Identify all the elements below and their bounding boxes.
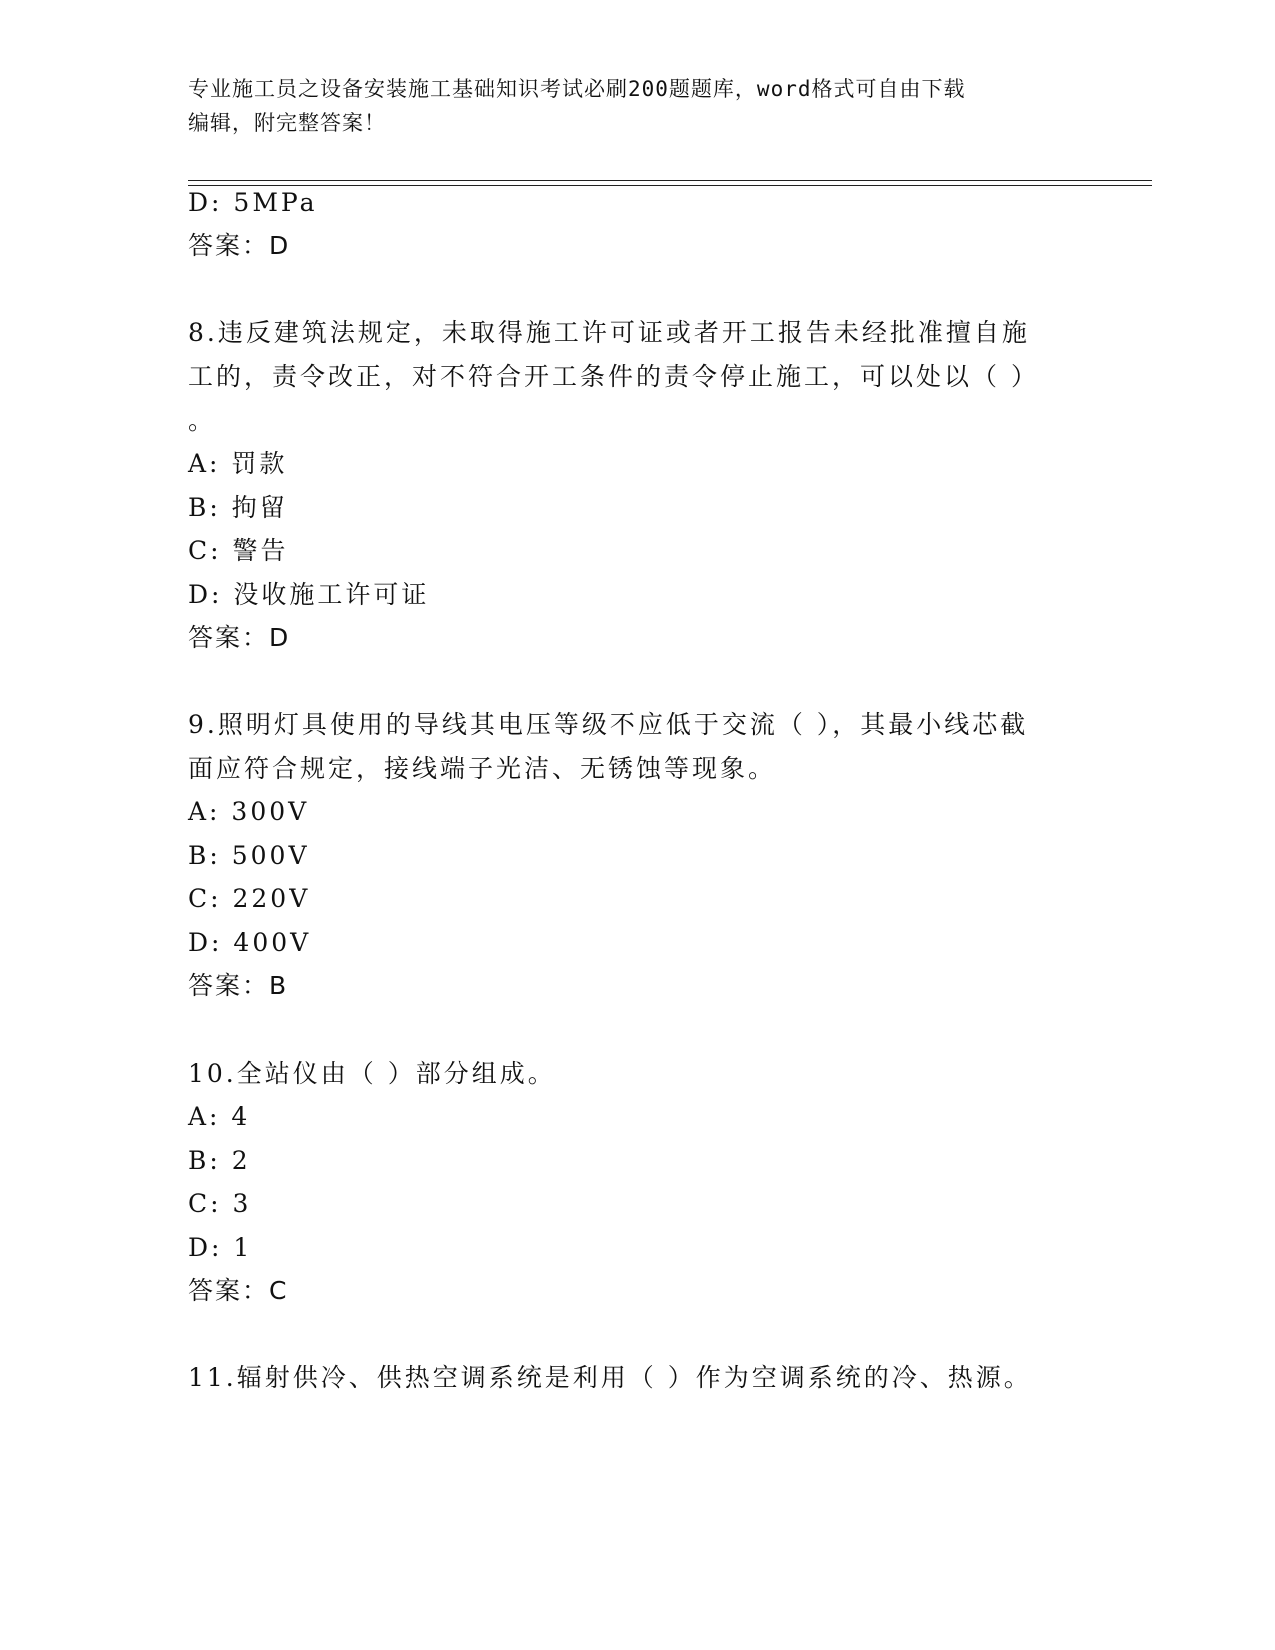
q9-option-b: B: 500V (188, 841, 310, 870)
q8-answer: 答案：D (188, 623, 291, 652)
q11-text-line-1: 11.辐射供冷、供热空调系统是利用（ ）作为空调系统的冷、热源。 (188, 1363, 1032, 1392)
q8-text-line-1: 8.违反建筑法规定，未取得施工许可证或者开工报告未经批准擅自施 (188, 318, 1030, 347)
header-title-line-1: 专业施工员之设备安装施工基础知识考试必刷200题题库，word格式可自由下载 (188, 77, 966, 101)
q10-option-d: D: 1 (188, 1233, 253, 1262)
q10-option-b: B: 2 (188, 1146, 251, 1175)
q9-answer: 答案：B (188, 971, 289, 1000)
q9-option-a: A: 300V (188, 797, 310, 826)
header-divider-top (188, 180, 1152, 181)
q10-answer: 答案：C (188, 1276, 289, 1305)
q10-text-line-1: 10.全站仪由（ ）部分组成。 (188, 1059, 556, 1088)
prev-option-d: D: 5MPa (188, 188, 318, 217)
q9-option-c: C: 220V (188, 884, 311, 913)
q9-text-line-1: 9.照明灯具使用的导线其电压等级不应低于交流（ ），其最小线芯截 (188, 710, 1029, 739)
q10-option-a: A: 4 (188, 1102, 251, 1131)
q8-option-a: A: 罚款 (188, 449, 288, 478)
q8-option-b: B: 拘留 (188, 493, 288, 522)
q8-option-d: D: 没收施工许可证 (188, 580, 430, 609)
header-title-line-2: 编辑，附完整答案！ (188, 111, 386, 135)
document-header (188, 72, 1068, 140)
q9-option-d: D: 400V (188, 928, 312, 957)
q8-option-c: C: 警告 (188, 536, 289, 565)
q8-text-line-2: 工的，责令改正，对不符合开工条件的责令停止施工，可以处以（ ） (188, 362, 1039, 391)
header-divider-bottom (188, 185, 1152, 186)
q10-option-c: C: 3 (188, 1189, 252, 1218)
q8-text-line-3: 。 (188, 406, 217, 435)
q9-text-line-2: 面应符合规定，接线端子光洁、无锈蚀等现象。 (188, 754, 777, 783)
prev-answer: 答案：D (188, 231, 291, 260)
